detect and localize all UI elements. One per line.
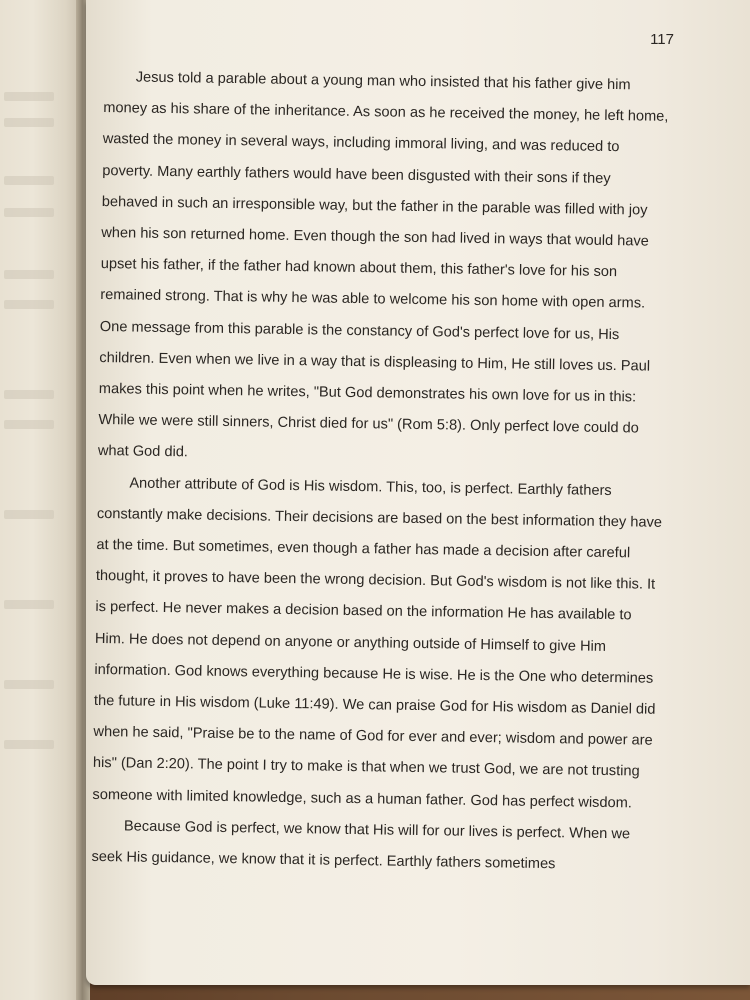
bleed-through-mark <box>4 92 54 101</box>
paragraph: Another attribute of God is His wisdom. This, too, is perfect. Earthly fathers constantly make decisions. Their decisions are based on the best information they have at the time. But sometimes, even though a father has made a decision after careful thought, it proves to have been the wrong decision. But God's wisdom is not like this. It is perfect. He never makes a decision based on the information He has available to Him. He does not depend on anyone or anything outside of Himself to give Him information. God knows everything because He is wise. He is the One who determines the future in His wisdom (Luke 11:49). We can praise God for His wisdom as Daniel did when he said, "Praise be to the name of God for ever and ever; wisdom and power are his" (Dan 2:20). The point I try to make is that when we trust God, we are not trusting someone with limited knowledge, such as a human father. God has perfect wisdom. <box>92 475 663 812</box>
bleed-through-mark <box>4 740 54 749</box>
page-text <box>91 62 670 882</box>
bleed-through-mark <box>4 270 54 279</box>
paragraph: Jesus told a parable about a young man who insisted that his father give him money as his share of the inheritance. As soon as he received the money, he left home, wasted the money in several ways, including immoral living, and was reduced to poverty. Many earthly fathers would have been disgusted with their sons if they behaved in such an irresponsible way, but the father in the parable was filled with joy when his son returned home. Even though the son had lived in ways that would have upset his father, if the father had known about them, this father's love for his son remained strong. That is why he was able to welcome his son home with open arms. One message from this parable is the constancy of God's perfect love for us, His children. Even when we live in a way that is displeasing to Him, He still loves us. Paul makes this point when he writes, "But God demonstrates his own love for us in this: While we were still sinners, Christ died for us" (Rom 5:8). Only perfect love could do what God did. <box>97 69 669 461</box>
bleed-through-mark <box>4 510 54 519</box>
bleed-through-mark <box>4 600 54 609</box>
bleed-through-mark <box>4 118 54 127</box>
paragraph: Because God is perfect, we know that His will for our lives is perfect. When we seek His guidance, we know that it is perfect. Earthly fathers sometimes <box>91 818 631 873</box>
bleed-through-mark <box>4 300 54 309</box>
page-number: 117 <box>650 31 674 48</box>
bleed-through-mark <box>4 390 54 399</box>
book-page <box>86 0 750 985</box>
bleed-through-mark <box>4 176 54 185</box>
facing-page <box>0 0 82 1000</box>
bleed-through-mark <box>4 420 54 429</box>
bleed-through-mark <box>4 680 54 689</box>
bleed-through-mark <box>4 208 54 217</box>
